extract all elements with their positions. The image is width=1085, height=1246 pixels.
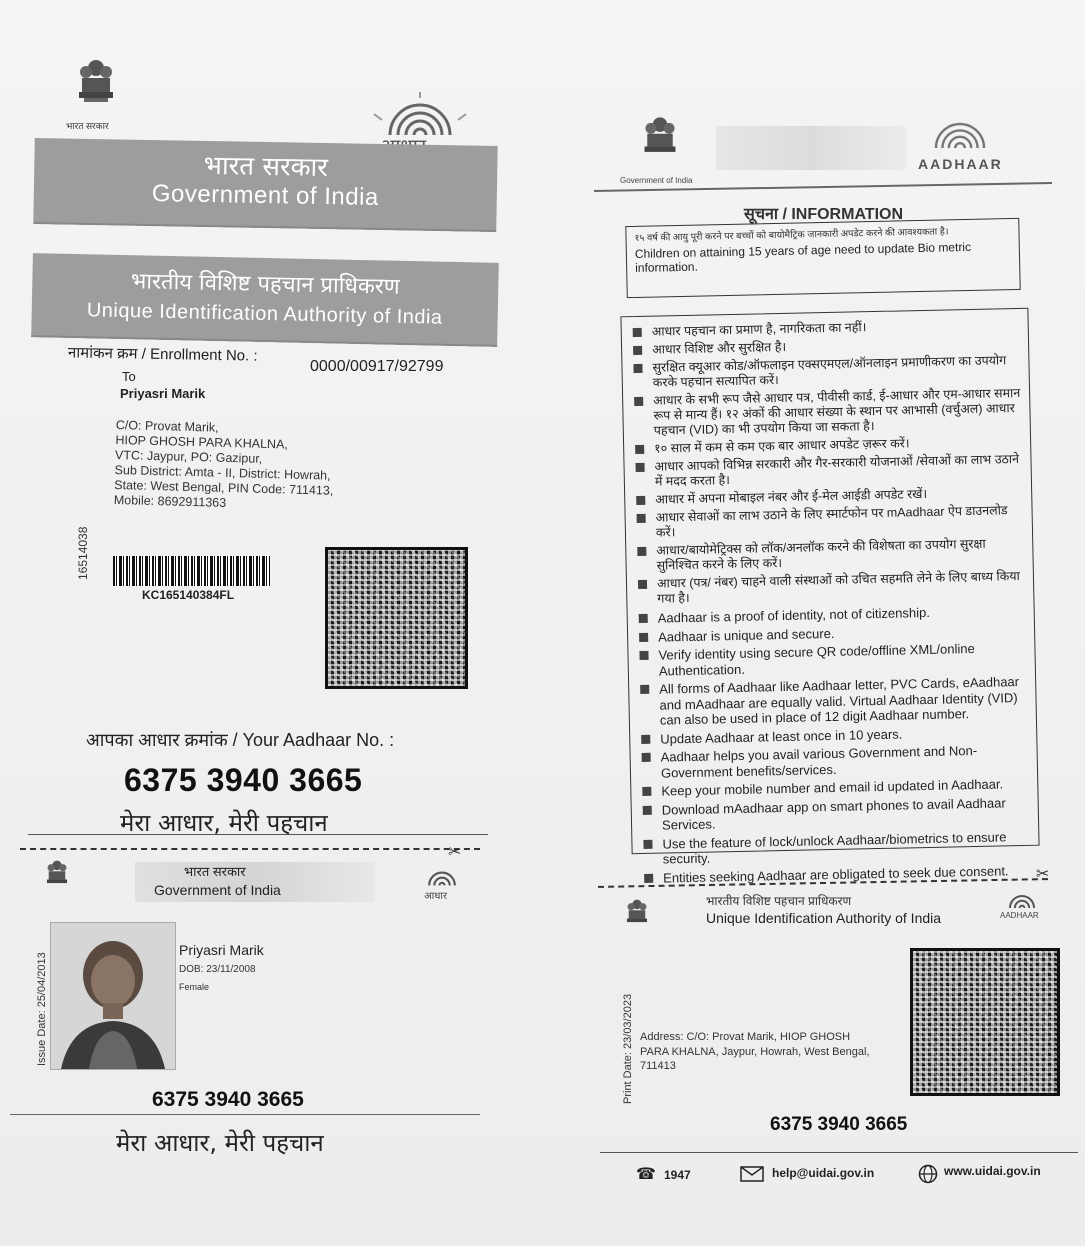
phone-icon: ☎ <box>636 1166 656 1183</box>
english-points <box>636 603 1032 886</box>
recipient-name: Priyasri Marik <box>120 386 206 401</box>
hindi-point: आधार आपको विभिन्न सरकारी और गैर-सरकारी योजनाओं /सेवाओं का लाभ उठाने में मदद करता है। <box>632 452 1023 490</box>
faded-header <box>716 126 906 170</box>
card-dob: DOB: 23/11/2008 <box>179 964 256 975</box>
hindi-point: आधार के सभी रूप जैसे आधार पत्र, पीवीसी कार्ड, ई-आधार और एम-आधार समान रूप से मान्य हैं। १२ अंकों की आधार संख्या के स्थान पर आभासी (वर्चुअल) आधार पहचान (VID) का भी उपयोग किया जा सकता है। <box>631 386 1022 439</box>
back-divider <box>600 1152 1078 1153</box>
scissors-icon: ✂ <box>1036 866 1050 883</box>
card-gov-english: Government of India <box>154 882 281 898</box>
help-email: help@uidai.gov.in <box>772 1166 875 1180</box>
barcode <box>113 556 270 586</box>
card-holder-name: Priyasri Marik <box>179 942 264 958</box>
info-emblem-caption: Government of India <box>620 176 693 185</box>
english-point: Verify identity using secure QR code/offline XML/online Authentication. <box>636 640 1027 679</box>
scissors-icon: ✂ <box>448 844 462 861</box>
english-point: All forms of Aadhaar like Aadhaar letter, PVC Cards, eAadhaar and mAadhaar are equally valid. Virtual Aadhaar Identity (VID) can also be used in place of 12 digit Aadhaar number. <box>637 674 1028 729</box>
aadhaar-number: 6375 3940 3665 <box>124 762 363 798</box>
hindi-point: आधार पहचान का प्रमाण है, नागरिकता का नहीं। <box>630 317 1020 340</box>
english-point: Update Aadhaar at least once in 10 years. <box>638 723 1028 747</box>
card-gov-hindi: भारत सरकार <box>184 864 246 879</box>
aadhaar-logo-icon <box>1000 886 1044 914</box>
english-point: Use the feature of lock/unlock Aadhaar/biometrics to ensure security. <box>640 828 1031 867</box>
enrollment-number: 0000/00917/92799 <box>310 358 444 375</box>
hindi-point: सुरक्षित क्यूआर कोड/ऑफलाइन एक्सएमएल/ऑनलाइन प्रमाणीकरण का उपयोग करके पहचान सत्यापित करें। <box>630 353 1021 391</box>
card-aadhaar-number: 6375 3940 3665 <box>152 1088 304 1111</box>
hindi-point: १० साल में कम से कम एक बार आधार अपडेट ज़रूर करें। <box>632 434 1022 457</box>
qr-code <box>325 547 468 689</box>
info-points-box <box>620 308 1039 886</box>
emblem-icon <box>624 894 650 936</box>
card-gender: Female <box>179 982 210 992</box>
address-line: VTC: Jaypur, PO: Gazipur, <box>114 447 263 466</box>
barcode-text: KC165140384FL <box>142 588 235 602</box>
back-aadhaar-number: 6375 3940 3665 <box>770 1114 908 1135</box>
gov-english: Government of India <box>151 180 380 211</box>
update-notice-hindi: १५ वर्ष की आयु पूरी करने पर बच्चों को बायोमैट्रिक जानकारी अपडेट करने की आवश्यकता है। <box>634 226 949 244</box>
back-logo-text: AADHAAR <box>1000 911 1039 920</box>
aadhaar-logo-icon <box>912 104 1008 160</box>
card-tagline: मेरा आधार, मेरी पहचान <box>116 1129 324 1157</box>
cut-line <box>20 848 480 850</box>
emblem-icon <box>44 856 70 896</box>
email-icon <box>740 1166 764 1182</box>
english-point: Keep your mobile number and email id updated in Aadhaar. <box>639 776 1029 800</box>
back-qr-code <box>910 948 1060 1096</box>
address-line: Sub District: Amta - II, District: Howrah, <box>114 462 331 483</box>
website-url: www.uidai.gov.in <box>944 1164 1041 1178</box>
recipient-address <box>114 418 376 515</box>
aadhaar-no-label: आपका आधार क्रमांक / Your Aadhaar No. : <box>86 730 395 750</box>
print-date: Print Date: 23/03/2023 <box>622 993 634 1104</box>
address-line: HIOP GHOSH PARA KHALNA, <box>115 432 289 452</box>
english-point: Aadhaar is unique and secure. <box>636 621 1026 645</box>
hindi-points <box>630 317 1026 607</box>
gov-hindi: भारत सरकार <box>203 150 329 184</box>
hindi-point: आधार/बायोमेट्रिक्स को लॉक/अनलॉक करने की विशेषता का उपयोग सुरक्षा सुनिश्चित करने के लिए करें। <box>634 536 1025 574</box>
helpline-number: 1947 <box>664 1168 691 1182</box>
update-notice-box <box>625 218 1020 298</box>
holder-photo <box>50 922 176 1070</box>
issue-date: Issue Date: 25/04/2013 <box>36 952 48 1066</box>
hindi-point: आधार विशिष्ट और सुरक्षित है। <box>630 335 1020 358</box>
back-address: Address: C/O: Provat Marik, HIOP GHOSH PARA KHALNA, Jaypur, Howrah, West Bengal, 711413 <box>640 1031 870 1072</box>
emblem-caption: भारत सरकार <box>66 121 109 131</box>
emblem-icon <box>640 112 680 170</box>
update-notice-english: Children on attaining 15 years of age need to update Bio metric information. <box>634 239 972 275</box>
info-title: सूचना / INFORMATION <box>744 206 904 223</box>
english-point: Aadhaar helps you avail various Government and Non-Government benefits/services. <box>638 742 1029 781</box>
info-logo-text: AADHAAR <box>918 156 1003 172</box>
address-line: C/O: Provat Marik, <box>115 418 219 435</box>
gov-band <box>33 138 497 232</box>
hindi-point: आधार में अपना मोबाइल नंबर और ई-मेल आईडी अपडेट रखें। <box>633 485 1023 508</box>
address-line: Mobile: 8692911363 <box>113 492 227 510</box>
english-point: Aadhaar is a proof of identity, not of citizenship. <box>636 603 1026 627</box>
card-logo-text: आधार <box>424 891 448 902</box>
english-point: Entities seeking Aadhaar are obligated to seek due consent. <box>641 862 1031 886</box>
card-divider <box>10 1114 480 1115</box>
back-uidai-english: Unique Identification Authority of India <box>706 910 942 926</box>
divider <box>28 834 488 835</box>
english-point: Download mAadhaar app on smart phones to avail Aadhaar Services. <box>640 794 1031 833</box>
hindi-point: आधार (पत्र/ नंबर) चाहने वाली संस्थाओं को उचित सहमति लेने के लिए बाध्य किया गया है। <box>635 569 1026 607</box>
person-photo-icon <box>51 923 175 1069</box>
emblem-icon <box>74 56 118 116</box>
uidai-hindi: भारतीय विशिष्ट पहचान प्राधिकरण <box>130 269 400 300</box>
uidai-english: Unique Identification Authority of India <box>86 299 443 329</box>
enrollment-label: नामांकन क्रम / Enrollment No. : <box>67 344 258 365</box>
to-label: To <box>122 369 136 384</box>
back-uidai-hindi: भारतीय विशिष्ट पहचान प्राधिकरण <box>706 894 852 908</box>
side-number: 16514038 <box>76 526 90 580</box>
hindi-point: आधार सेवाओं का लाभ उठाने के लिए स्मार्टफोन पर mAadhaar ऐप डाउनलोड करें। <box>633 503 1024 541</box>
address-line: State: West Bengal, PIN Code: 711413, <box>114 477 334 498</box>
tagline: मेरा आधार, मेरी पहचान <box>120 809 328 837</box>
uidai-band <box>31 253 499 347</box>
globe-icon <box>918 1164 938 1184</box>
